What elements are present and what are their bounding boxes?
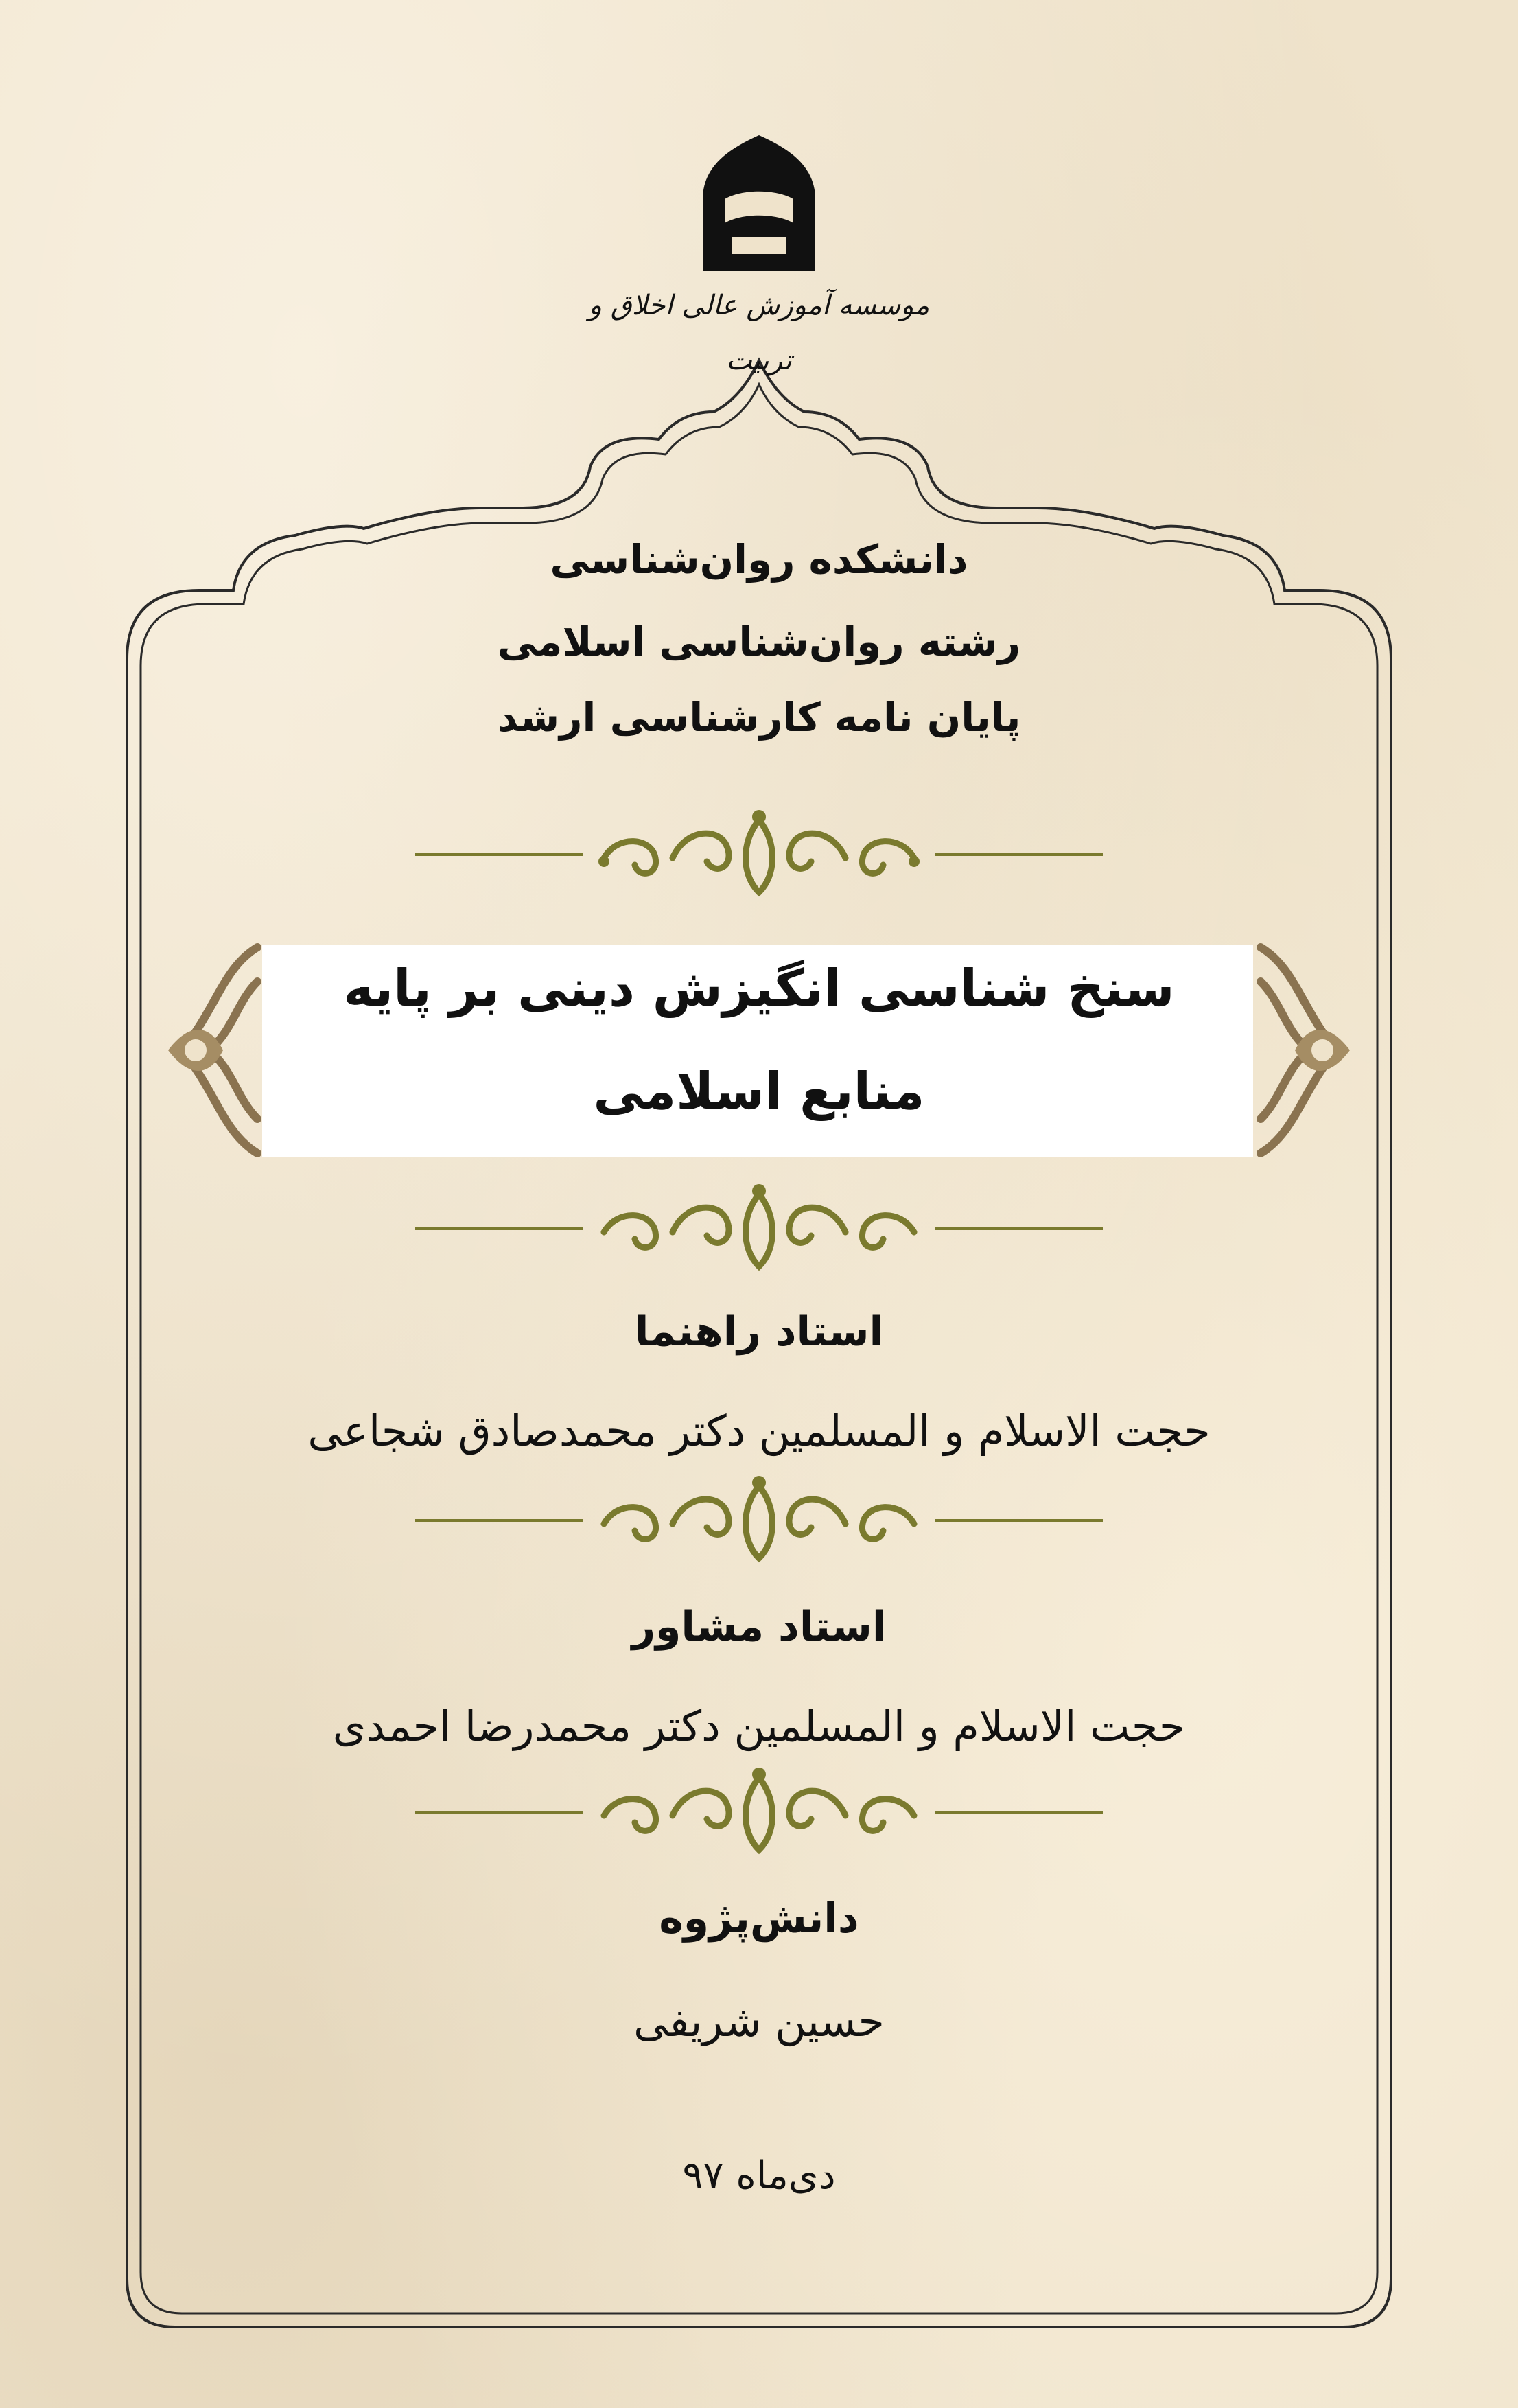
institution-logo-icon [690,134,828,278]
degree-name: پایان نامه کارشناسی ارشد [497,694,1021,741]
defense-date: دی‌ماه ۹۷ [682,2153,836,2198]
supervisor-label: استاد راهنما [634,1308,884,1356]
floral-divider-icon [412,1181,1106,1277]
supervisor-name: حجت الاسلام و المسلمین دکتر محمدصادق شجاعی [307,1406,1211,1456]
advisor-label: استاد مشاور [631,1603,887,1651]
floral-divider-icon [412,1764,1106,1860]
institution-name: موسسه آموزش عالی اخلاق و تربیت [588,290,930,376]
thesis-title-line1: سنخ شناسی انگیزش دینی بر پایه [343,959,1175,1018]
floral-divider-icon [412,1472,1106,1568]
field-name: رشته روان‌شناسی اسلامی [497,618,1021,665]
faculty-name: دانشکده روان‌شناسی [550,536,968,583]
floral-divider-icon [412,807,1106,903]
thesis-title-line2: منابع اسلامی [593,1062,925,1121]
student-name: حسین شریفی [633,1996,885,2046]
student-label: دانش‌پژوه [659,1895,859,1943]
advisor-name: حجت الاسلام و المسلمین دکتر محمدرضا احمدی [332,1701,1186,1751]
